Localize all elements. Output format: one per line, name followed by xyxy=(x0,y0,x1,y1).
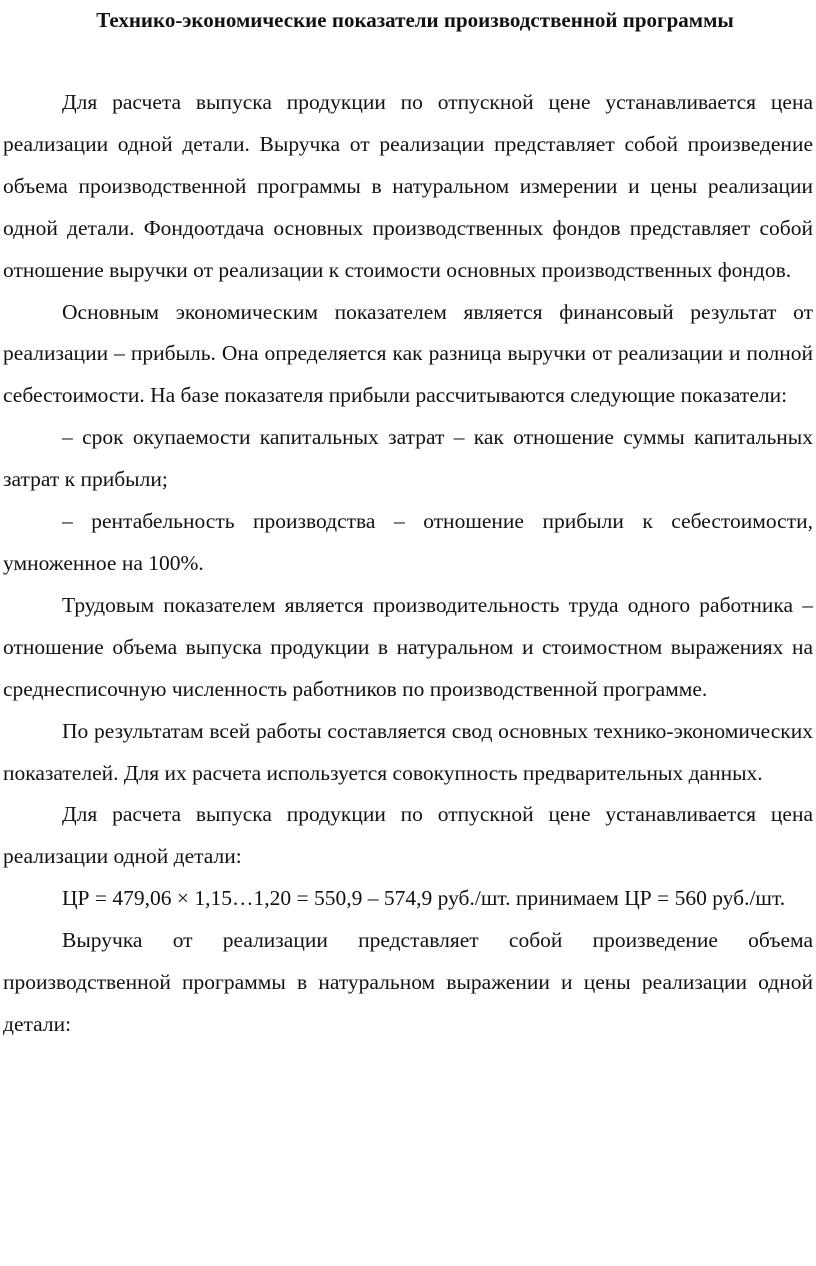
paragraph-summary: По результатам всей работы составляется свод основных технико-экономических показателей. Для их расчета используется совокупность предварительных данных. xyxy=(3,718,813,785)
paragraph-profit: Основным экономическим показателем является финансовый результат от реализации – прибыль. Она определяется как разница выручки от реализации и полной себестоимости. На базе показателя прибыли рассчитываются следующие показатели: xyxy=(3,299,813,408)
paragraph-revenue-formula-intro: Выручка от реализации представляет собой произведение объема производственной программы в натуральном выражении и цены реализации одной детали: xyxy=(3,928,813,1036)
paragraph-revenue-intro: Для расчета выпуска продукции по отпускной цене устанавливается цена реализации одной детали. Выручка от реализации представляет собой произведение объема производственной программы в натуральном измерении и цены реализации одной детали. Фондоотдача основных производственных фондов представляет собой отношение выручки от реализации к стоимости основных производственных фондов. xyxy=(3,90,813,282)
paragraph-price-formula: ЦР = 479,06 × 1,15…1,20 = 550,9 – 574,9 руб./шт. принимаем ЦР = 560 руб./шт. xyxy=(62,886,786,911)
paragraph-labor-productivity: Трудовым показателем является производительность труда одного работника – отношение объема выпуска продукции в натуральном и стоимостном выражениях на среднесписочную численность работников по производственной программе. xyxy=(3,592,813,701)
title-spacer xyxy=(3,34,813,82)
paragraph-payback-period: – срок окупаемости капитальных затрат – как отношение суммы капитальных затрат к прибыли; xyxy=(3,425,813,492)
paragraph-price-intro: Для расчета выпуска продукции по отпускной цене устанавливается цена реализации одной детали: xyxy=(3,802,813,869)
document-title: Технико-экономические показатели производственной программы xyxy=(96,8,734,32)
paragraph-profitability: – рентабельность производства – отношение прибыли к себестоимости, умноженное на 100%. xyxy=(3,509,813,575)
